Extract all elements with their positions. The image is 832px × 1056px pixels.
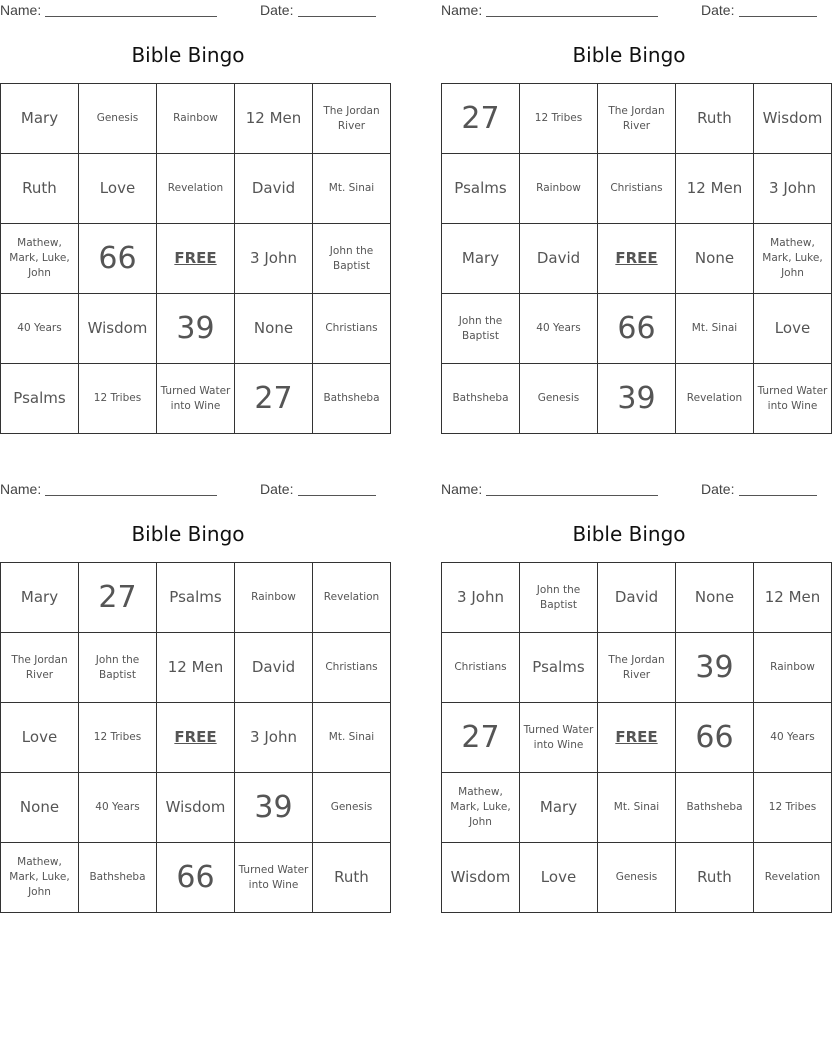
bingo-grid xyxy=(0,83,391,434)
name-label: Name: xyxy=(441,481,483,497)
bingo-cell[interactable]: 12 Tribes xyxy=(754,773,832,843)
bingo-cell[interactable]: Psalms xyxy=(1,364,79,434)
name-field-line[interactable] xyxy=(45,16,217,17)
bingo-cell[interactable]: Turned Water into Wine xyxy=(754,364,832,434)
bingo-row xyxy=(1,294,391,364)
name-date-header xyxy=(441,0,817,22)
bingo-cell[interactable]: Mathew, Mark, Luke, John xyxy=(442,773,520,843)
bingo-cell[interactable]: Rainbow xyxy=(157,84,235,154)
bingo-cell[interactable]: Genesis xyxy=(598,843,676,913)
card-title: Bible Bingo xyxy=(131,522,245,546)
bingo-row xyxy=(442,843,832,913)
bingo-cell[interactable]: 40 Years xyxy=(754,703,832,773)
bingo-row xyxy=(1,843,391,913)
bingo-cell[interactable]: Turned Water into Wine xyxy=(235,843,313,913)
bingo-cell[interactable]: 12 Men xyxy=(235,84,313,154)
card-title: Bible Bingo xyxy=(572,43,686,67)
bingo-cell[interactable]: David xyxy=(235,633,313,703)
bingo-cell[interactable]: Bathsheba xyxy=(79,843,157,913)
bingo-row xyxy=(1,364,391,434)
bingo-cell[interactable]: Psalms xyxy=(520,633,598,703)
bingo-cell[interactable]: Revelation xyxy=(157,154,235,224)
bingo-row xyxy=(442,773,832,843)
bingo-row xyxy=(442,364,832,434)
bingo-cell[interactable]: David xyxy=(235,154,313,224)
date-label: Date: xyxy=(260,2,294,18)
bingo-cell[interactable]: Rainbow xyxy=(754,633,832,703)
bingo-cell[interactable]: Ruth xyxy=(1,154,79,224)
bingo-cell[interactable]: 3 John xyxy=(754,154,832,224)
bingo-cell[interactable]: Rainbow xyxy=(520,154,598,224)
date-field-line[interactable] xyxy=(298,495,376,496)
bingo-cell[interactable]: Christians xyxy=(313,633,391,703)
bingo-cell[interactable]: None xyxy=(1,773,79,843)
bingo-cell[interactable]: Mt. Sinai xyxy=(598,773,676,843)
bingo-card xyxy=(0,0,380,436)
bingo-cell[interactable]: Wisdom xyxy=(754,84,832,154)
bingo-cell[interactable]: 27 xyxy=(442,84,520,154)
bingo-cell[interactable]: Christians xyxy=(598,154,676,224)
bingo-cell[interactable]: 39 xyxy=(235,773,313,843)
bingo-grid xyxy=(441,562,832,913)
bingo-cell[interactable]: David xyxy=(598,563,676,633)
bingo-cell[interactable]: The Jordan River xyxy=(598,84,676,154)
bingo-grid xyxy=(441,83,832,434)
bingo-card xyxy=(0,479,380,915)
bingo-cell[interactable]: Love xyxy=(520,843,598,913)
bingo-cell[interactable]: David xyxy=(520,224,598,294)
bingo-cell[interactable]: John the Baptist xyxy=(313,224,391,294)
bingo-cell[interactable]: Genesis xyxy=(520,364,598,434)
bingo-cell[interactable]: 12 Men xyxy=(157,633,235,703)
bingo-row xyxy=(442,224,832,294)
date-field-line[interactable] xyxy=(298,16,376,17)
bingo-row xyxy=(442,703,832,773)
bingo-cell[interactable]: Love xyxy=(79,154,157,224)
bingo-cell[interactable]: The Jordan River xyxy=(313,84,391,154)
bingo-cell[interactable]: Mathew, Mark, Luke, John xyxy=(754,224,832,294)
bingo-cell[interactable]: Psalms xyxy=(157,563,235,633)
bingo-cell[interactable]: 27 xyxy=(235,364,313,434)
bingo-row xyxy=(1,154,391,224)
bingo-cell[interactable]: None xyxy=(676,224,754,294)
bingo-cell[interactable]: Mt. Sinai xyxy=(313,703,391,773)
bingo-cell[interactable]: Bathsheba xyxy=(676,773,754,843)
bingo-cell[interactable]: Ruth xyxy=(676,843,754,913)
bingo-cell[interactable]: None xyxy=(676,563,754,633)
bingo-cell[interactable]: John the Baptist xyxy=(520,563,598,633)
bingo-cell[interactable]: Christians xyxy=(313,294,391,364)
bingo-row xyxy=(442,633,832,703)
bingo-cell[interactable]: Genesis xyxy=(313,773,391,843)
name-date-header xyxy=(0,479,376,501)
bingo-cell[interactable]: Mt. Sinai xyxy=(313,154,391,224)
bingo-cell[interactable]: Christians xyxy=(442,633,520,703)
bingo-cell[interactable]: Turned Water into Wine xyxy=(520,703,598,773)
bingo-row xyxy=(442,563,832,633)
bingo-cell[interactable]: Mt. Sinai xyxy=(676,294,754,364)
bingo-row xyxy=(1,703,391,773)
bingo-cell[interactable]: None xyxy=(235,294,313,364)
card-title: Bible Bingo xyxy=(572,522,686,546)
bingo-row xyxy=(1,84,391,154)
bingo-cell[interactable]: 12 Tribes xyxy=(79,364,157,434)
date-field-line[interactable] xyxy=(739,16,817,17)
date-field-line[interactable] xyxy=(739,495,817,496)
name-label: Name: xyxy=(0,481,42,497)
name-label: Name: xyxy=(0,2,42,18)
bingo-cell[interactable]: 12 Men xyxy=(676,154,754,224)
bingo-cell[interactable]: 40 Years xyxy=(1,294,79,364)
bingo-cell[interactable]: 27 xyxy=(442,703,520,773)
bingo-row xyxy=(1,224,391,294)
bingo-cell[interactable]: 66 xyxy=(598,294,676,364)
bingo-cell[interactable]: Genesis xyxy=(79,84,157,154)
bingo-cell[interactable]: 3 John xyxy=(235,703,313,773)
bingo-cell[interactable]: 66 xyxy=(157,843,235,913)
bingo-cell[interactable]: 12 Tribes xyxy=(79,703,157,773)
bingo-card xyxy=(441,0,828,436)
bingo-cell[interactable]: Psalms xyxy=(442,154,520,224)
bingo-cell[interactable]: Rainbow xyxy=(235,563,313,633)
bingo-cell[interactable]: 27 xyxy=(79,563,157,633)
free-space-cell[interactable]: FREE xyxy=(598,703,676,773)
bingo-cell[interactable]: Mary xyxy=(442,224,520,294)
bingo-cell[interactable]: Wisdom xyxy=(79,294,157,364)
bingo-row xyxy=(442,154,832,224)
name-date-header xyxy=(441,479,817,501)
bingo-cell[interactable]: Mathew, Mark, Luke, John xyxy=(1,843,79,913)
bingo-cell[interactable]: Revelation xyxy=(754,843,832,913)
bingo-row xyxy=(1,773,391,843)
free-space-cell[interactable]: FREE xyxy=(157,224,235,294)
bingo-cell[interactable]: Mary xyxy=(1,84,79,154)
bingo-cell[interactable]: Mary xyxy=(520,773,598,843)
bingo-row xyxy=(1,633,391,703)
bingo-cell[interactable]: 12 Men xyxy=(754,563,832,633)
card-title: Bible Bingo xyxy=(131,43,245,67)
bingo-cell[interactable]: Bathsheba xyxy=(313,364,391,434)
name-label: Name: xyxy=(441,2,483,18)
bingo-cell[interactable]: Revelation xyxy=(676,364,754,434)
bingo-cell[interactable]: 66 xyxy=(676,703,754,773)
bingo-cell[interactable]: Bathsheba xyxy=(442,364,520,434)
bingo-cell[interactable]: 12 Tribes xyxy=(520,84,598,154)
bingo-cell[interactable]: Mathew, Mark, Luke, John xyxy=(1,224,79,294)
bingo-cell[interactable]: Revelation xyxy=(313,563,391,633)
bingo-card xyxy=(441,479,821,915)
bingo-grid xyxy=(0,562,391,913)
date-label: Date: xyxy=(260,481,294,497)
bingo-cell[interactable]: Turned Water into Wine xyxy=(157,364,235,434)
bingo-cell[interactable]: 40 Years xyxy=(79,773,157,843)
bingo-cell[interactable]: Wisdom xyxy=(157,773,235,843)
bingo-row xyxy=(442,294,832,364)
bingo-row xyxy=(442,84,832,154)
bingo-cell[interactable]: John the Baptist xyxy=(442,294,520,364)
free-space-cell[interactable]: FREE xyxy=(598,224,676,294)
name-date-header xyxy=(0,0,376,22)
bingo-cell[interactable]: John the Baptist xyxy=(79,633,157,703)
bingo-cell[interactable]: 3 John xyxy=(235,224,313,294)
name-field-line[interactable] xyxy=(45,495,217,496)
bingo-cell[interactable]: Love xyxy=(754,294,832,364)
bingo-cell[interactable]: Ruth xyxy=(313,843,391,913)
bingo-cell[interactable]: 39 xyxy=(676,633,754,703)
date-label: Date: xyxy=(701,481,735,497)
bingo-cell[interactable]: 3 John xyxy=(442,563,520,633)
bingo-cell[interactable]: 66 xyxy=(79,224,157,294)
bingo-cell[interactable]: The Jordan River xyxy=(598,633,676,703)
bingo-cell[interactable]: Mary xyxy=(1,563,79,633)
name-field-line[interactable] xyxy=(486,495,658,496)
bingo-cell[interactable]: 39 xyxy=(598,364,676,434)
date-label: Date: xyxy=(701,2,735,18)
bingo-cell[interactable]: Wisdom xyxy=(442,843,520,913)
bingo-cell[interactable]: 40 Years xyxy=(520,294,598,364)
bingo-cell[interactable]: Love xyxy=(1,703,79,773)
bingo-row xyxy=(1,563,391,633)
bingo-cell[interactable]: Ruth xyxy=(676,84,754,154)
name-field-line[interactable] xyxy=(486,16,658,17)
bingo-cell[interactable]: 39 xyxy=(157,294,235,364)
bingo-cell[interactable]: The Jordan River xyxy=(1,633,79,703)
free-space-cell[interactable]: FREE xyxy=(157,703,235,773)
